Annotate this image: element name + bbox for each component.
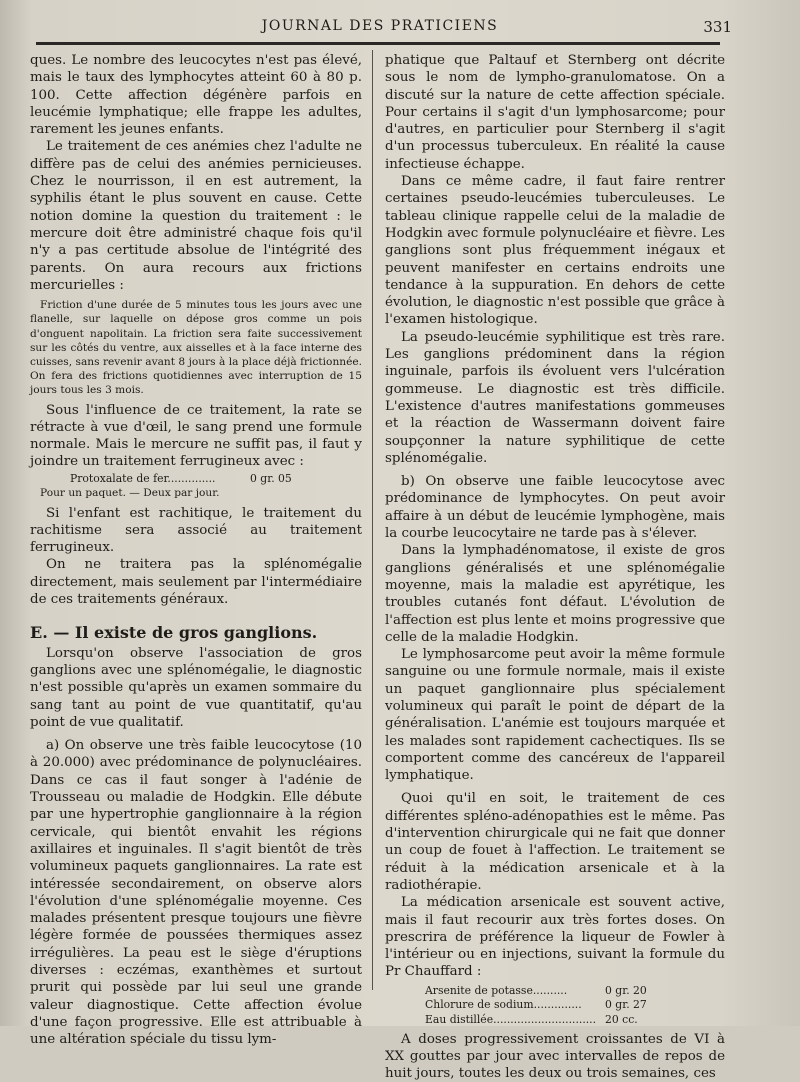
formula-quantity: 20 cc. (605, 1012, 638, 1026)
paragraph: Dans la lymphadénomatose, il existe de gros ganglions généralisés et une splénomégalie moyenne, mais la maladie est apyrétique, les troubles cutanés font défaut. L'évolution de l'affection est plus lente et moins progressive que celle de la maladie Hodgkin. (385, 543, 725, 645)
page-number: 331 (703, 18, 732, 36)
formula-quantity: 0 gr. 20 (605, 983, 647, 997)
paragraph: A doses progressivement croissantes de VI à XX gouttes par jour avec intervalles de repos de huit jours, toutes les deux ou trois semaines, ces (385, 1031, 725, 1082)
paragraph: ques. Le nombre des leucocytes n'est pas élevé, mais le taux des lymphocytes atteint 60 à 80 p. 100. Cette affection dégénère parfois en leucémie lymphatique; elle frappe les adultes, rarement les jeunes enfants. (30, 53, 362, 138)
formula-quantity: 0 gr. 27 (605, 998, 647, 1012)
formula-ingredient: Arsenite de potasse.......... (425, 983, 568, 997)
prescription-note: Friction d'une durée de 5 minutes tous les jours avec une flanelle, sur laquelle on dépose gros comme un pois d'onguent napolitain. La friction sera faite successivement sur les côtés du ventre, aux aisselles et à la face interne des cuisses, sans revenir avant 8 jours à la place déjà frictionnée. On fera des frictions quotidiennes avec interruption de 15 jours tous les 3 mois. (30, 299, 362, 397)
paragraph: Le traitement de ces anémies chez l'adulte ne diffère pas de celui des anémies pernicieuses. Chez le nourrisson, il en est autrement, la syphilis étant le plus souvent en cause. Cette notion domine la question du traitement : le mercure doit être administré chaque fois qu'il n'y a pas certitude absolue de l'intégrité des parents. On aura recours aux frictions mercurielles : (30, 139, 362, 293)
left-column (30, 52, 362, 1048)
spacer (30, 608, 362, 614)
formula-line (425, 998, 675, 1012)
paragraph: Quoi qu'il en soit, le traitement de ces différentes spléno-adénopathies est le même. Pas d'intervention chirurgicale qui ne fait que donner un coup de fouet à l'affection. Le traitement se réduit à la médication arsenicale et à la radiothérapie. (385, 791, 725, 893)
running-title: JOURNAL DES PRATICIENS (261, 18, 499, 34)
formula-ingredient: Protoxalate de fer.............. (70, 471, 216, 485)
dosage-note: Pour un paquet. — Deux par jour. (40, 487, 220, 500)
formula-line (425, 1013, 675, 1027)
paragraph: On ne traitera pas la splénomégalie directement, mais seulement par l'intermédiaire de ces traitements généraux. (30, 557, 362, 608)
paragraph: Lorsqu'on observe l'association de gros ganglions avec une splénomégalie, le diagnostic n'est possible qu'après un examen sommaire du sang tant au point de vue quantitatif, qu'au point de vue qualitatif. (30, 645, 362, 730)
section-heading: E. — Il existe de gros ganglions. (30, 623, 318, 643)
page-header (40, 14, 732, 40)
column-divider (372, 50, 373, 990)
formula-ingredient: Chlorure de sodium.............. (425, 998, 582, 1012)
prescription-formula (425, 984, 675, 1027)
paragraph: b) On observe une faible leucocytose avec prédominance de lymphocytes. On peut avoir affaire à un début de leucémie lymphogène, mais la courbe leucocytaire ne tarde pas à s'élever. (385, 474, 725, 542)
paragraph: Dans ce même cadre, il faut faire rentrer certaines pseudo-leucémies tuberculeuses. Le tableau clinique rappelle celui de la maladie de Hodgkin avec formule polynucléaire et fièvre. Les ganglions sont plus fréquemment inégaux et peuvent manifester en certains endroits une tendance à la suppuration. En dehors de cette évolution, le diagnostic n'est possible que grâce à l'examen histologique. (385, 174, 725, 328)
right-column (385, 52, 725, 1082)
paragraph: Le lymphosarcome peut avoir la même formule sanguine ou une formule normale, mais il existe un paquet ganglionnaire plus spécialement volumineux qui paraît le point de départ de la généralisation. L'anémie est toujours marquée et les malades sont rapidement cachectiques. Ils se comportent comme des cancéreux de l'appareil lymphatique. (385, 647, 725, 784)
paragraph: Sous l'influence de ce traitement, la rate se rétracte à vue d'œil, le sang prend une formule normale. Mais le mercure ne suffit pas, il faut y joindre un traitement ferrugineux avec : (30, 402, 362, 470)
paragraph: phatique que Paltauf et Sternberg ont décrite sous le nom de lympho-granulomatose. On a discuté sur la nature de cette affection spéciale. Pour certains il s'agit d'un lymphosarcome; pour d'autres, en particulier pour Sternberg il s'agit d'un processus tuberculeux. En réalité la cause infectieuse échappe. (385, 53, 725, 172)
formula-quantity: 0 gr. 05 (250, 471, 292, 485)
paragraph: Si l'enfant est rachitique, le traitement du rachitisme sera associé au traitement ferrugineux. (30, 505, 362, 556)
paragraph: a) On observe une très faible leucocytose (10 à 20.000) avec prédominance de polynucléaires. Dans ce cas il faut songer à l'adénie de Trousseau ou maladie de Hodgkin. Elle débute par une hypertrophie ganglionnaire à la région cervicale, qui bientôt envahit les régions axillaires et inguinales. Il s'agit bientôt de très volumineux paquets ganglionnaires. La rate est intéressée secondairement, on observe alors l'évolution d'une splénomégalie moyenne. Ces malades présentent presque toujours une fièvre légère formée de poussées thermiques assez irrégulières. La peau est le siège d'éruptions diverses : eczémas, exanthèmes et surtout prurit qui possède par lui seul une grande valeur diagnostique. Cette affection évolue d'une façon progressive. Elle est attribuable à une altération spéciale du tissu lym- (30, 738, 362, 1048)
formula-line (70, 472, 320, 486)
paragraph: La pseudo-leucémie syphilitique est très rare. Les ganglions prédominent dans la région inguinale, parfois ils évoluent vers l'ulcération gommeuse. Le diagnostic est très difficile. L'existence d'autres manifestations gommeuses et la réaction de Wassermann doivent faire soupçonner la nature syphilitique de cette splénomégalie. (385, 329, 725, 466)
paragraph: La médication arsenicale est souvent active, mais il faut recourir aux très fortes doses. On prescrira de préférence la liqueur de Fowler à l'intérieur ou en injections, suivant la formule du Pr Chauffard : (385, 895, 725, 980)
header-rule (36, 42, 720, 45)
formula-line (425, 984, 675, 998)
formula-ingredient: Eau distillée.............................. (425, 1012, 597, 1026)
